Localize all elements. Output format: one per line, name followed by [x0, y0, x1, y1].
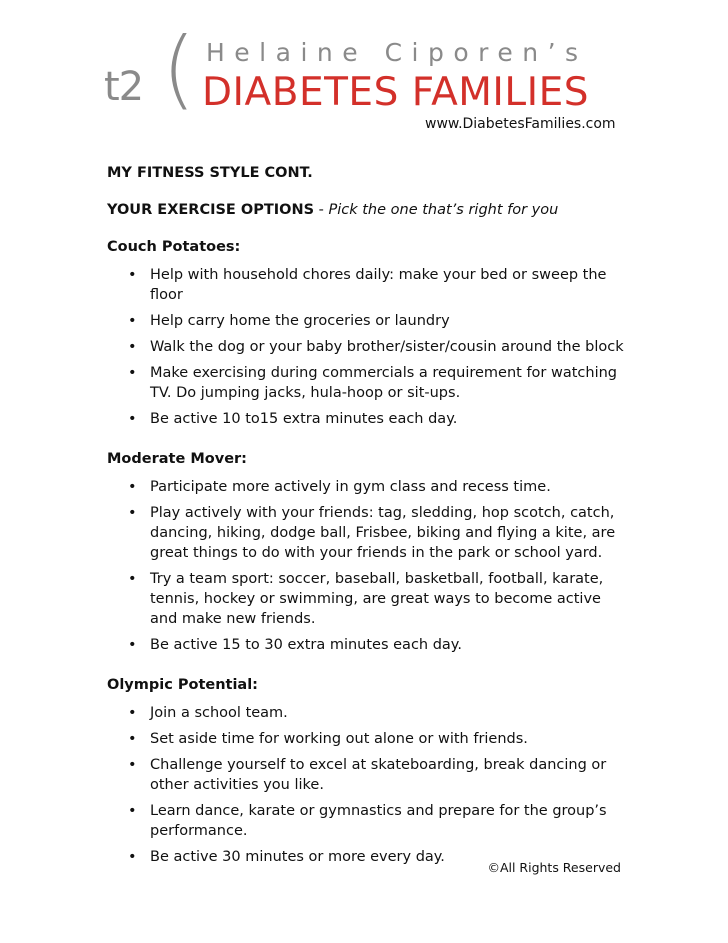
- bullet-list: [107, 703, 627, 867]
- section-title: Olympic Potential:: [107, 677, 258, 693]
- list-item: • Learn dance, karate or gymnastics and prepare for the group’s performance.: [127, 801, 627, 841]
- list-item: • Make exercising during commercials a requirement for watching TV. Do jumping jacks, hula-hoop or sit-ups.: [127, 363, 627, 403]
- list-item: • Join a school team.: [127, 703, 627, 723]
- options-label: YOUR EXERCISE OPTIONS: [107, 202, 315, 218]
- section-title: Couch Potatoes:: [107, 239, 241, 255]
- section-title: Moderate Mover:: [107, 451, 247, 467]
- list-item: • Participate more actively in gym class and recess time.: [127, 477, 627, 497]
- list-item: • Be active 30 minutes or more every day.: [127, 847, 627, 867]
- logo-brand: DIABETES FAMILIES: [202, 70, 590, 115]
- page-title: MY FITNESS STYLE CONT.: [107, 165, 313, 181]
- section-olympic-potential: [107, 675, 627, 867]
- site-url[interactable]: www.DiabetesFamilies.com: [425, 116, 616, 132]
- list-item: • Be active 15 to 30 extra minutes each day.: [127, 635, 627, 655]
- section-moderate-mover: [107, 449, 627, 655]
- options-header: [107, 200, 627, 220]
- site-logo: [0, 0, 728, 150]
- document-body: [107, 163, 627, 887]
- logo-paren: (: [162, 19, 196, 119]
- bullet-list: [107, 265, 627, 429]
- list-item: • Help carry home the groceries or laundry: [127, 311, 627, 331]
- options-dash: -: [314, 202, 329, 218]
- list-item: • Help with household chores daily: make your bed or sweep the floor: [127, 265, 627, 305]
- list-item: • Set aside time for working out alone or with friends.: [127, 729, 627, 749]
- logo-author: Helaine Ciporen’s: [206, 38, 588, 67]
- list-item: • Challenge yourself to excel at skateboarding, break dancing or other activities you like.: [127, 755, 627, 795]
- list-item: • Walk the dog or your baby brother/sister/cousin around the block: [127, 337, 627, 357]
- list-item: • Play actively with your friends: tag, sledding, hop scotch, catch, dancing, hiking, dodge ball, Frisbee, biking and flying a kite, are great things to do with your friends in the park or school yard.: [127, 503, 627, 563]
- list-item: • Try a team sport: soccer, baseball, basketball, football, karate, tennis, hockey or swimming, are great ways to become active and make new friends.: [127, 569, 627, 629]
- options-subtitle: Pick the one that’s right for you: [328, 202, 559, 218]
- section-couch-potatoes: [107, 237, 627, 429]
- bullet-list: [107, 477, 627, 655]
- copyright-notice: ©All Rights Reserved: [487, 860, 621, 875]
- list-item: • Be active 10 to15 extra minutes each day.: [127, 409, 627, 429]
- logo-prefix: t2: [104, 64, 144, 110]
